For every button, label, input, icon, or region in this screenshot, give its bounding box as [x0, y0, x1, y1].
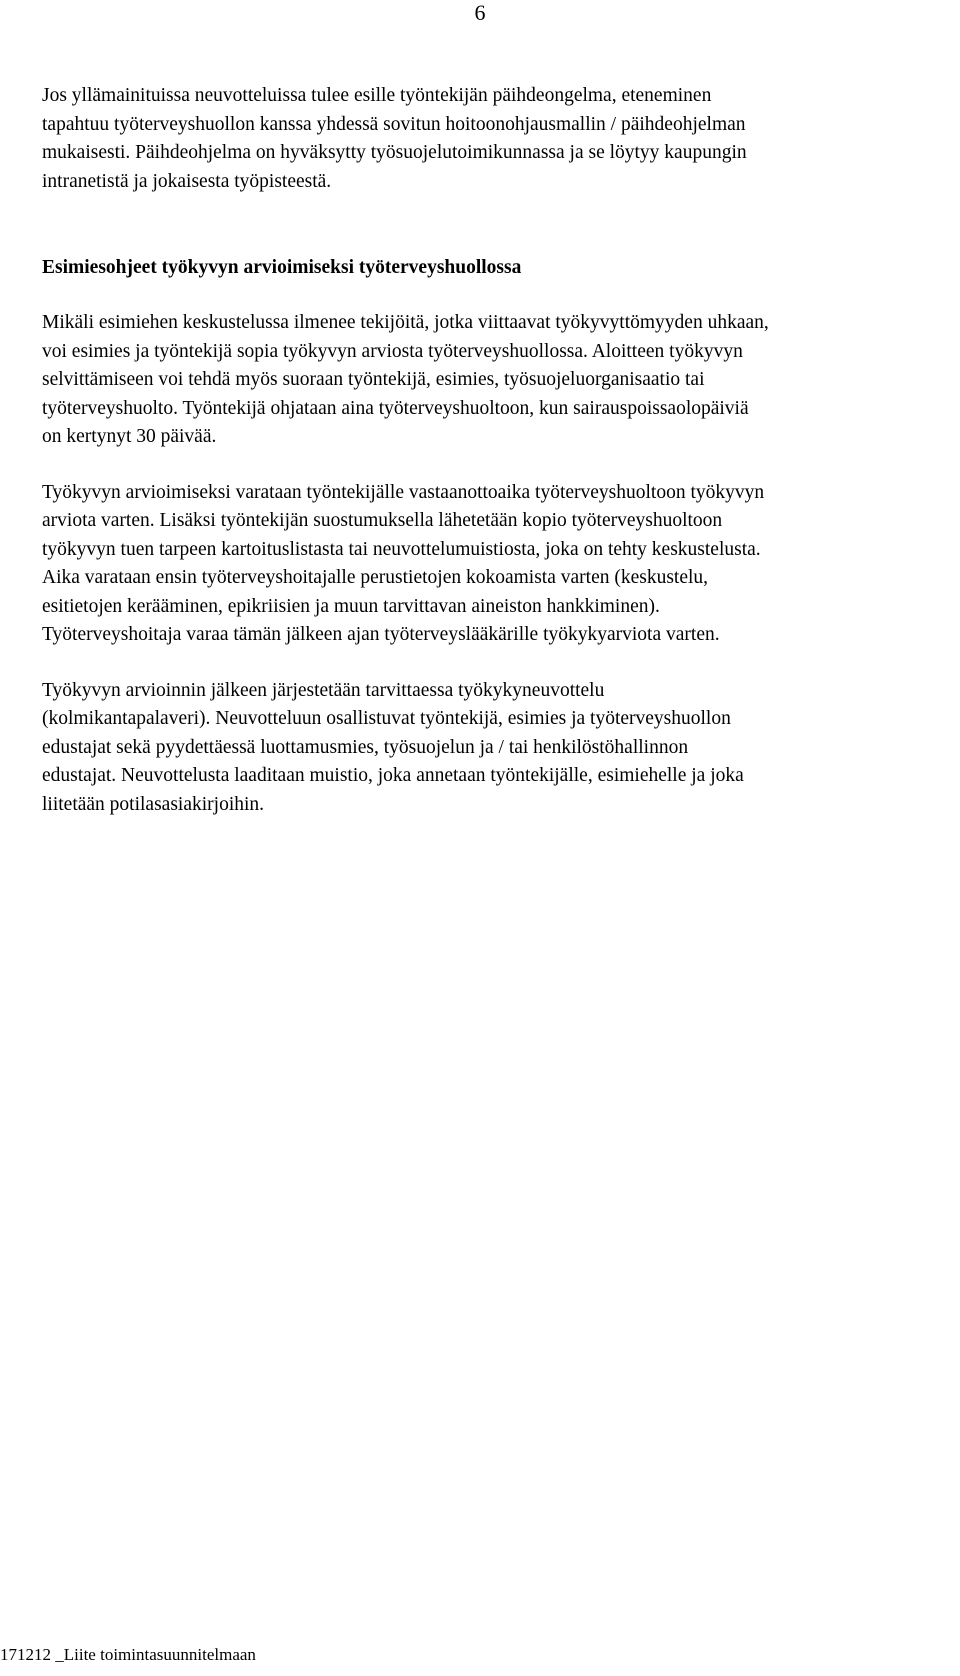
paragraph-assessment-initiation	[42, 309, 942, 452]
text-line: mukaisesti. Päihdeohjelma on hyväksytty työsuojelutoimikunnassa ja se löytyy kaupungin	[42, 142, 747, 163]
text-line: edustajat. Neuvottelusta laaditaan muistio, joka annetaan työntekijälle, esimiehelle ja joka	[42, 765, 744, 786]
text-line: Aika varataan ensin työterveyshoitajalle perustietojen kokoamista varten (keskustelu,	[42, 567, 709, 588]
text-line: (kolmikantapalaveri). Neuvotteluun osallistuvat työntekijä, esimies ja työterveyshuollon	[42, 708, 731, 729]
text-line: on kertynyt 30 päivää.	[42, 426, 217, 447]
paragraph-negotiation	[42, 677, 942, 820]
text-line: Työterveyshoitaja varaa tämän jälkeen ajan työterveyslääkärille työkykyarviota varten.	[42, 624, 720, 645]
text-line: Työkyvyn arvioimiseksi varataan työntekijälle vastaanottoaika työterveyshuoltoon työkyvyn	[42, 481, 765, 503]
text-line: Mikäli esimiehen keskustelussa ilmenee tekijöitä, jotka viittaavat työkyvyttömyyden uhkaan,	[42, 312, 769, 333]
document-body	[42, 82, 942, 819]
section-heading: Esimiesohjeet työkyvyn arvioimiseksi työterveyshuollossa	[42, 257, 522, 278]
text-line: esitietojen kerääminen, epikriisien ja muun tarvittavan aineiston hankkiminen).	[42, 595, 660, 617]
text-line: Työkyvyn arvioinnin jälkeen järjestetään tarvittaessa työkykyneuvottelu	[42, 679, 605, 701]
page-number: 6	[474, 0, 486, 25]
paragraph-appointment	[42, 479, 942, 650]
text-line: arviota varten. Lisäksi työntekijän suostumuksella lähetetään kopio työterveyshuoltoon	[42, 510, 723, 531]
page-footer: 171212 _Liite toimintasuunnitelmaan	[0, 1645, 256, 1664]
text-line: Jos yllämainituissa neuvotteluissa tulee esille työntekijän päihdeongelma, eteneminen	[42, 85, 712, 106]
text-line: työterveyshuolto. Työntekijä ohjataan aina työterveyshuoltoon, kun sairauspoissaolopäiviä	[42, 397, 749, 419]
text-line: työkyvyn tuen tarpeen kartoituslistasta tai neuvottelumuistiosta, joka on tehty keskustelusta.	[42, 538, 761, 560]
text-line: voi esimies ja työntekijä sopia työkyvyn arviosta työterveyshuollossa. Aloitteen työkyvyn	[42, 340, 743, 362]
text-line: edustajat sekä pyydettäessä luottamusmies, työsuojelun ja / tai henkilöstöhallinnon	[42, 736, 689, 758]
paragraph-intro	[42, 82, 942, 196]
text-line: tapahtuu työterveyshuollon kanssa yhdessä sovitun hoitoonohjausmallin / päihdeohjelman	[42, 113, 746, 135]
text-line: selvittämiseen voi tehdä myös suoraan työntekijä, esimies, työsuojeluorganisaatio tai	[42, 369, 705, 390]
text-line: liitetään potilasasiakirjoihin.	[42, 793, 265, 815]
text-line: intranetistä ja jokaisesta työpisteestä.	[42, 170, 332, 192]
